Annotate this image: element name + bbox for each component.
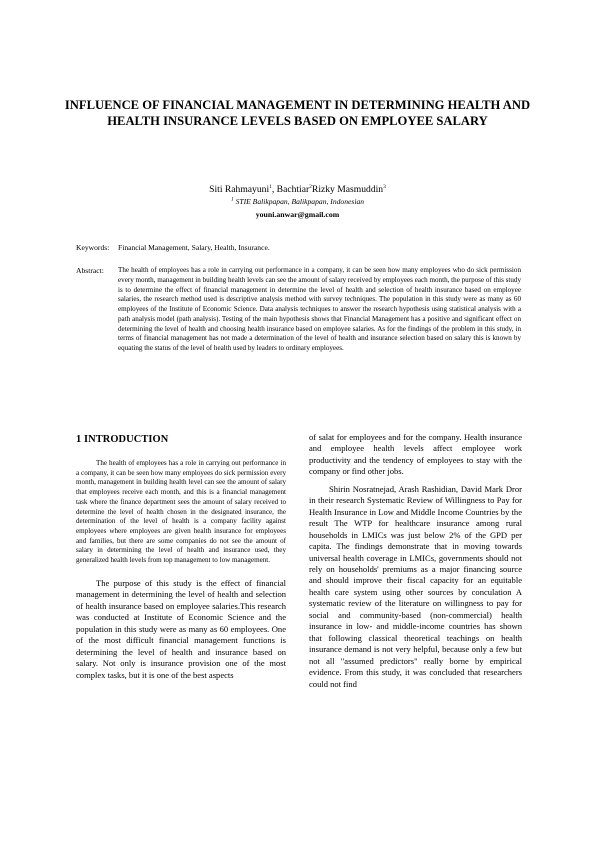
author-email: youni.anwar@gmail.com [255,210,340,219]
affiliation [0,197,595,206]
keywords [76,243,270,253]
abstract-text: The health of employees has a role in carrying out performance in a company, it can be seen how many employees who do sick permission every month, management in building health levels can see the amount of salary received by employees each month, the purpose of this study is to determine the effect of financial management in determine the level of health and selection of health insurance based on employee salaries, the research method used is descriptive analysis method with survey techniques. The population in this study were as many as 60 employees of the Institute of Economic Science. Data analysis techniques to answer the research hypothesis using statistical analysis with a path analysis model (path analysis). Testing of the main hypothesis shows that Financial Management has a positive and significant effect on determining the level of health and choosing health insurance based on employee salaries. As for the findings of the problem in this study, in terms of financial management has not made a determination of the level of health and insurance selection based on salary this is known by equating the status of the level of health used by leaders to ordinary employees. [118,266,521,352]
author-2: , Bachtiar [271,184,310,195]
author-1: Siti Rahmayuni [209,184,270,195]
keywords-text: Financial Management, Salary, Health, Insurance. [118,243,270,252]
right-column [309,432,522,690]
paragraph: The health of employees has a role in carrying out performance in a company, it can be seen how many employees do sick permission every month, management in building health level can see the amount of salary that employees receive each month, and this is a financial management task where the finance department sees the amount of salary received to determine the level of health chosen in the designated insurance, the determination of the level of health is a company facility against employees where employees are given health insurance for employees and families, but there are some companies do not see the amount of salary in determining the level of health and insurance used, they generalized health levels from top management to low management. [76,459,286,565]
abstract-label: Abstract: [76,266,104,275]
author-3-sup: 3 [383,183,386,190]
left-column-top [76,459,286,566]
paper-title: INFLUENCE OF FINANCIAL MANAGEMENT IN DETERMINING HEALTH AND HEALTH INSURANCE LEVELS BASED ON EMPLOYEE SALARY [64,98,531,128]
paragraph: of salat for employees and for the company. Health insurance and employee health levels affect employee work productivity and the tendency of employees to stay with the company or find other jobs. [309,432,522,477]
keywords-label: Keywords: [76,243,110,252]
paragraph: The purpose of this study is the effect of financial management in determining the level of health and selection of health insurance based on employee salaries.This research was conducted at Institute of Economic Science and the population in this study were as many as 60 employees. One of the most difficult financial management functions is determining the level of health and insurance based on salary. Not only is insurance provision one of the most complex tasks, but it is one of the best aspects [76,578,286,680]
affiliation-text: STIE Balikpapan, Balikpapan, Indonesian [235,197,365,206]
section-heading: 1 INTRODUCTION [76,434,169,445]
author-1-sup: 1 [269,183,272,190]
author-2-sup: 2 [309,183,312,190]
paragraph: Shirin Nosratnejad, Arash Rashidian, David Mark Dror in their research Systematic Review of Willingness to Pay for Health Insurance in Low and Middle Income Countries by the result The WTP for healthcare insurance among rural households in LMICs was just below 2% of the GPD per capita. The findings demonstrate that in moving towards universal health coverage in LMICs, governments should not rely on households' premiums as a major financing source and should improve their fiscal capacity for an equitable health care system using other sources by conculation A systematic review of the literature on willingness to pay for social and community-based (non-commercial) health insurance in low- and middle-income countries has shown that following classical theoretical teachings on health insurance demand is not very helpful, because only a few but not all "assumed predictors" really borne by empirical evidence. From this study, it was concluded that researchers could not find [309,483,522,689]
author-3: Rizky Masmuddin [311,184,384,195]
author-line [0,184,595,196]
affiliation-sup: 1 [230,196,234,203]
left-column-bottom [76,578,286,681]
